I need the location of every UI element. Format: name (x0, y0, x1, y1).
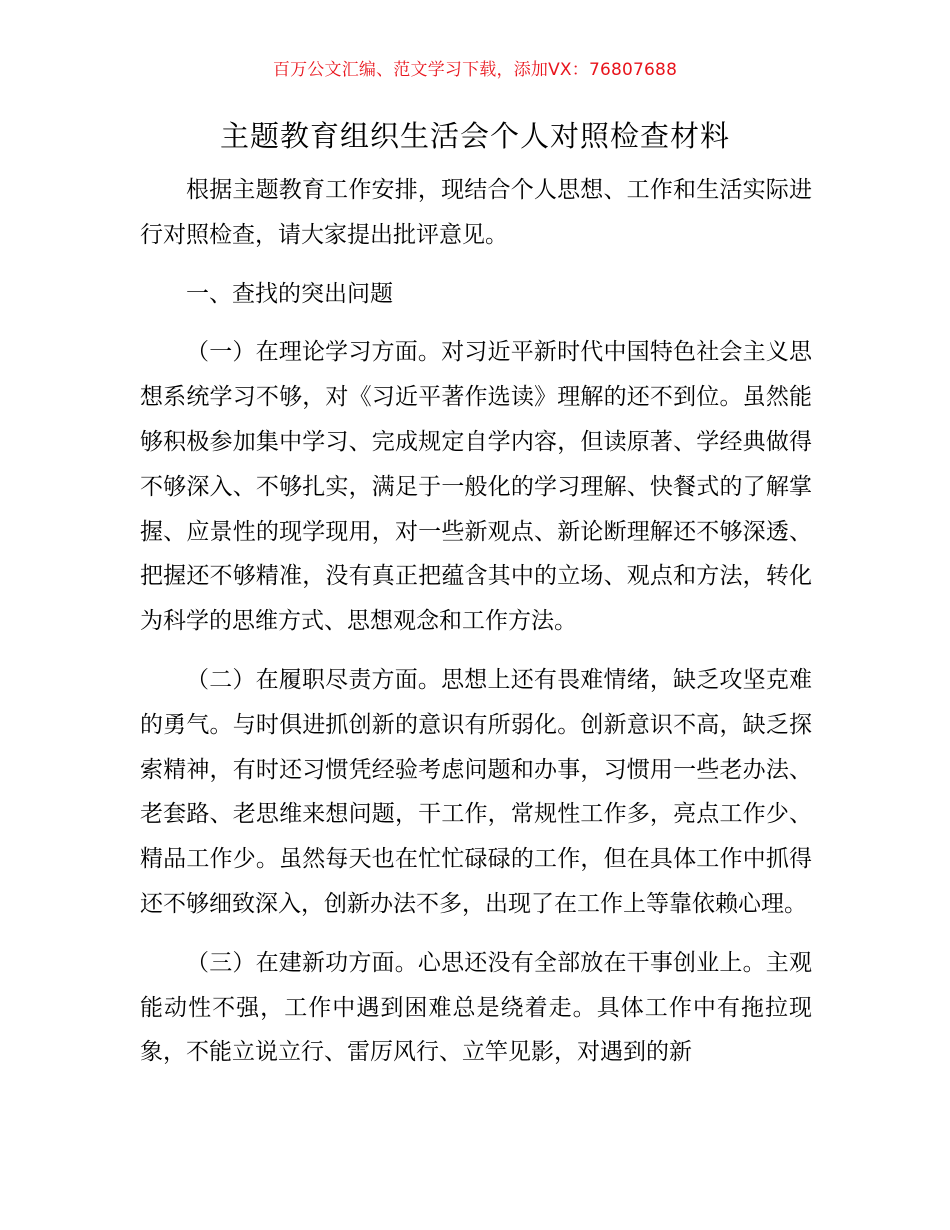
paragraph-new-achievements: （三）在建新功方面。心思还没有全部放在干事创业上。主观能动性不强，工作中遇到困难总是绕着走。具体工作中有拖拉现象，不能立说立行、雷厉风行、立竿见影，对遇到的新 (140, 949, 812, 1066)
header-watermark-note: 百万公文汇编、范文学习下载，添加VX：76807688 (272, 60, 678, 80)
paragraph-duty-performance: （二）在履职尽责方面。思想上还有畏难情绪，缺乏攻坚克难的勇气。与时俱进抓创新的意识有所弱化。创新意识不高，缺乏探索精神，有时还习惯凭经验考虑问题和办事，习惯用一些老办法、老套路、老思维来想问题，干工作，常规性工作多，亮点工作少、精品工作少。虽然每天也在忙忙碌碌的工作，但在具体工作中抓得还不够细致深入，创新办法不多，出现了在工作上等靠依赖心理。 (140, 666, 812, 917)
intro-paragraph: 根据主题教育工作安排，现结合个人思想、工作和生活实际进行对照检查，请大家提出批评意见。 (140, 177, 812, 248)
paragraph-theory-study: （一）在理论学习方面。对习近平新时代中国特色社会主义思想系统学习不够，对《习近平著作选读》理解的还不到位。虽然能够积极参加集中学习、完成规定自学内容，但读原著、学经典做得不够深入、不够扎实，满足于一般化的学习理解、快餐式的了解掌握、应景性的现学现用，对一些新观点、新论断理解还不够深透、把握还不够精准，没有真正把蕴含其中的立场、观点和方法，转化为科学的思维方式、思想观念和工作方法。 (140, 339, 812, 635)
section-heading-problems: 一、查找的突出问题 (186, 280, 393, 307)
document-body (140, 168, 812, 1089)
page-title: 主题教育组织生活会个人对照检查材料 (219, 119, 730, 153)
